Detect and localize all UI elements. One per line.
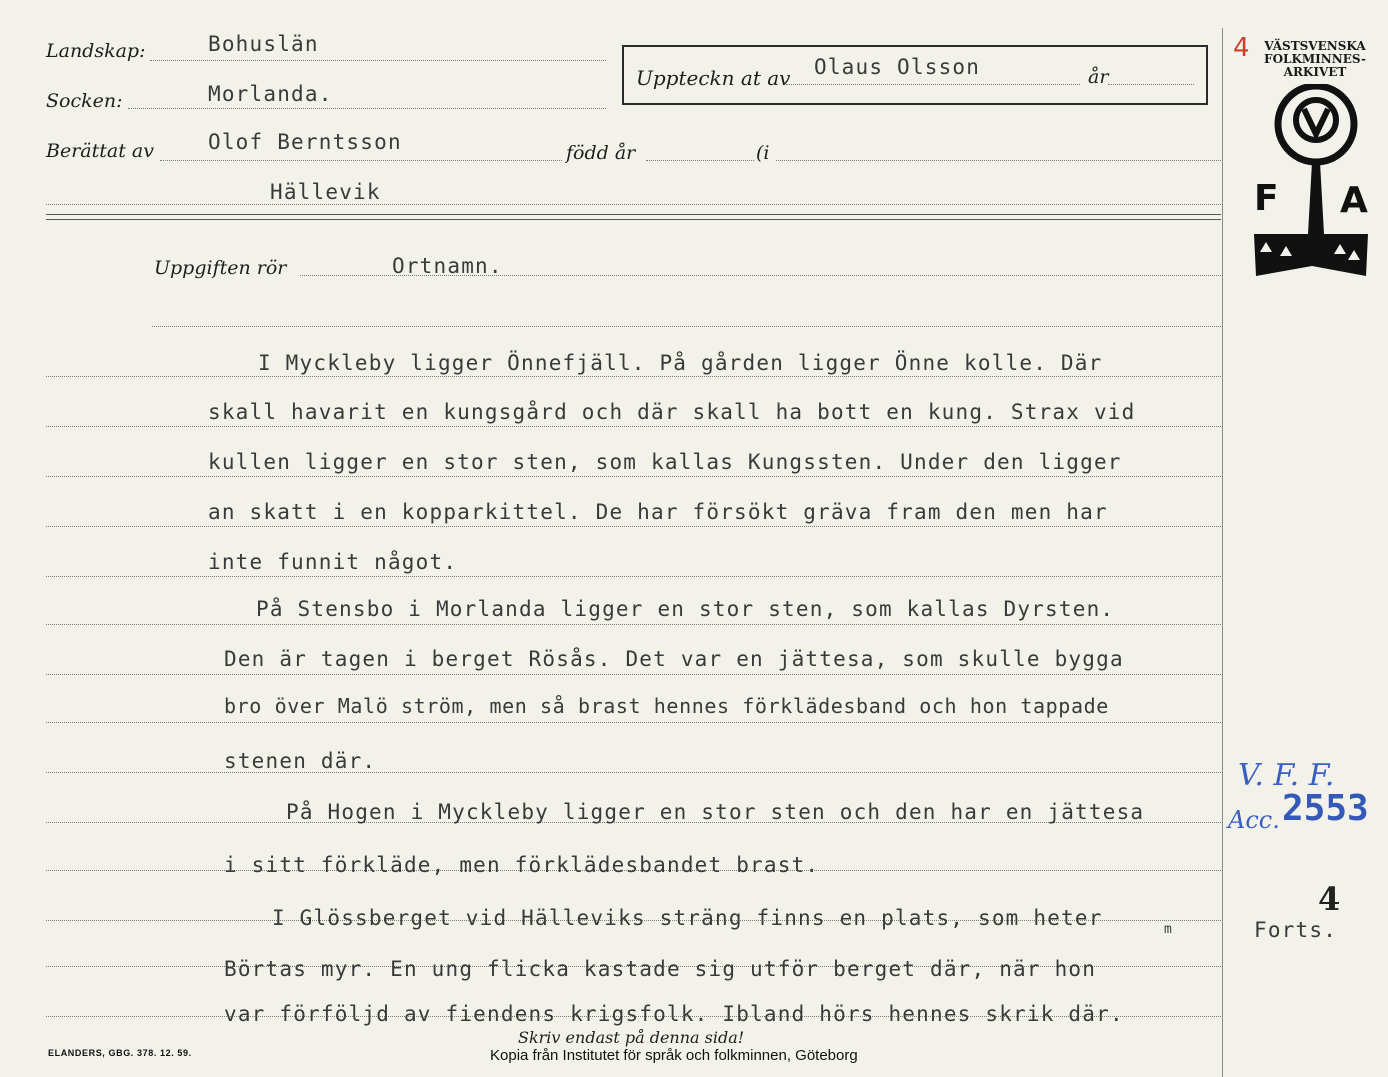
page-marker: 4 [1233,33,1250,63]
archive-name-line2: FOLKMINNES- [1264,52,1366,66]
uppgiften-dotted-line [300,275,1221,276]
margin-line [1222,28,1223,1077]
socken-dotted-line [128,108,606,109]
upptecknat-dotted-line [786,84,1080,85]
body-line-9: stenen där. [224,749,377,773]
copy-note: Kopia från Institutet för språk och folkminnen, Göteborg [490,1047,858,1064]
body-line-12: I Glössberget vid Hälleviks sträng finns en plats, som heter [272,906,1103,930]
body-line-8: bro över Malö ström, men så brast hennes förklädesband och hon tappade [224,694,1109,718]
place-value: Hällevik [270,180,381,204]
header-divider-2 [46,219,1221,220]
archive-name-line1: VÄSTSVENSKA [1264,39,1366,53]
body-line-10: På Hogen i Myckleby ligger en stor sten och den har en jättesa [286,800,1145,824]
archive-name-line3: ARKIVET [1283,65,1347,79]
socken-value: Morlanda. [208,82,333,106]
ruled-line [46,576,1221,577]
ruled-line [46,722,1221,723]
paren-label: (i [756,142,770,164]
body-line-14: var förföljd av fiendens krigsfolk. Ibland hörs hennes skrik där. [224,1002,1124,1026]
logo-letter-a: A [1340,180,1368,221]
body-line-6: På Stensbo i Morlanda ligger en stor sten, som kallas Dyrsten. [256,597,1115,621]
body-line-5: inte funnit något. [208,550,458,574]
body-line-13: Börtas myr. En ung flicka kastade sig utför berget där, när hon [224,957,1097,981]
body-line-1: I Myckleby ligger Önnefjäll. På gården ligger Önne kolle. Där [258,351,1103,375]
ruled-line [46,526,1221,527]
ruled-line [46,772,1221,773]
birthplace-dotted-line [776,160,1221,161]
sheet-number: 4 [1318,880,1341,918]
berattat-label: Berättat av [46,140,154,162]
instruction-text: Skriv endast på denna sida! [518,1028,745,1047]
ruled-line [46,674,1221,675]
body-line-3: kullen ligger en stor sten, som kallas Kungssten. Under den ligger [208,450,1122,474]
uppgiften-value: Ortnamn. [392,254,503,278]
forts-label: Forts. [1254,918,1338,942]
berattat-value: Olof Berntsson [208,130,402,154]
blank-dotted-line [152,326,1221,327]
printer-imprint: ELANDERS, GBG. 378. 12. 59. [48,1048,192,1058]
landskap-dotted-line [150,60,606,61]
header-divider [46,214,1221,215]
logo-letter-f: F [1254,178,1279,219]
ruled-line [46,624,1221,625]
upptecknat-label: Uppteckn at av [636,66,791,90]
body-line-7: Den är tagen i berget Rösås. Det var en jättesa, som skulle bygga [224,647,1124,671]
uppgiften-label: Uppgiften rör [154,257,287,279]
fodd-label: född år [566,142,636,164]
body-line-2: skall havarit en kungsgård och där skall ha bott en kung. Strax vid [208,400,1136,424]
ruled-line [46,476,1221,477]
place-dotted-line [46,204,1221,205]
landskap-value: Bohuslän [208,32,319,56]
landskap-label: Landskap: [46,40,146,62]
archive-name [1258,40,1372,79]
body-line-4: an skatt i en kopparkittel. De har försökt gräva fram den men har [208,500,1108,524]
hammer-logo-icon [1246,84,1374,284]
ar-dotted-line [1108,84,1194,85]
ruled-line [46,376,1221,377]
berattat-dotted-line [160,160,562,161]
stamp-number: 2553 [1282,788,1369,829]
ar-label: år [1088,66,1109,88]
body-line-11: i sitt förkläde, men förklädesbandet brast. [224,853,820,877]
socken-label: Socken: [46,90,123,112]
superscript-m: m [1164,922,1172,937]
ruled-line [46,426,1221,427]
stamp-acc: Acc. [1228,806,1280,834]
fodd-dotted-line [646,160,754,161]
upptecknat-value: Olaus Olsson [814,55,981,79]
stamp-vff: V. F. F. [1238,758,1335,793]
